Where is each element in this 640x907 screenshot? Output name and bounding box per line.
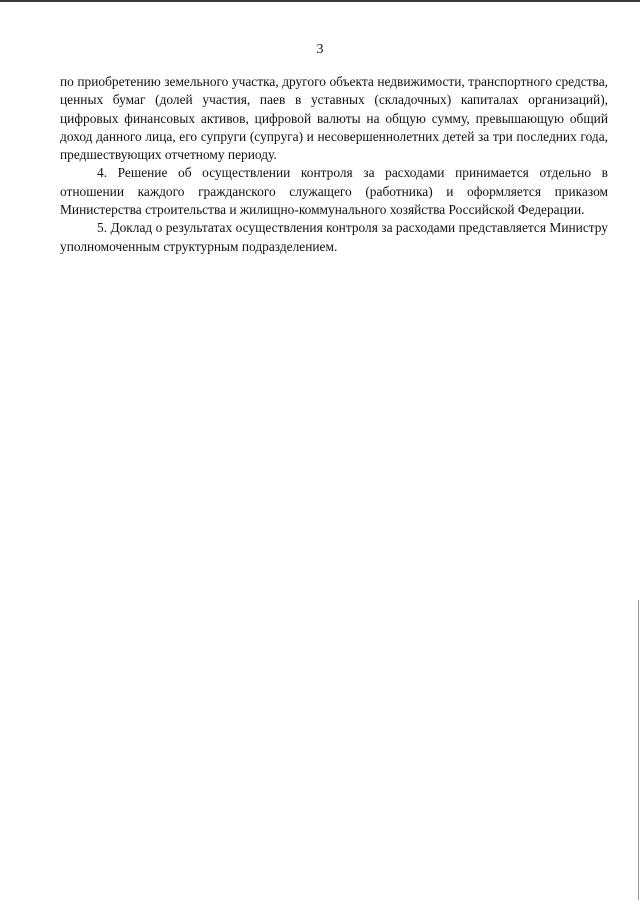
paragraph-continuation: по приобретению земельного участка, другого объекта недвижимости, транспортного средства, ценных бумаг (долей участия, паев в уставных (складочных) капиталах организаций), цифровых финансовых активов, цифровой валюты на общую сумму, превышающую общий доход данного лица, его супруги (супруга) и несовершеннолетних детей за три последних года, предшествующих отчетному периоду. <box>60 74 608 163</box>
paragraph-item-5: 5. Доклад о результатах осуществления контроля за расходами представляется Министру уполномоченным структурным подразделением. <box>60 220 608 254</box>
document-body <box>60 73 608 256</box>
scan-top-edge <box>0 0 640 2</box>
scan-right-edge <box>638 600 639 900</box>
page-number: 3 <box>316 42 324 57</box>
paragraph-item-4: 4. Решение об осуществлении контроля за расходами принимается отдельно в отношении каждого гражданского служащего (работника) и оформляется приказом Министерства строительства и жилищно-коммунального хозяйства Российской Федерации. <box>60 165 608 218</box>
